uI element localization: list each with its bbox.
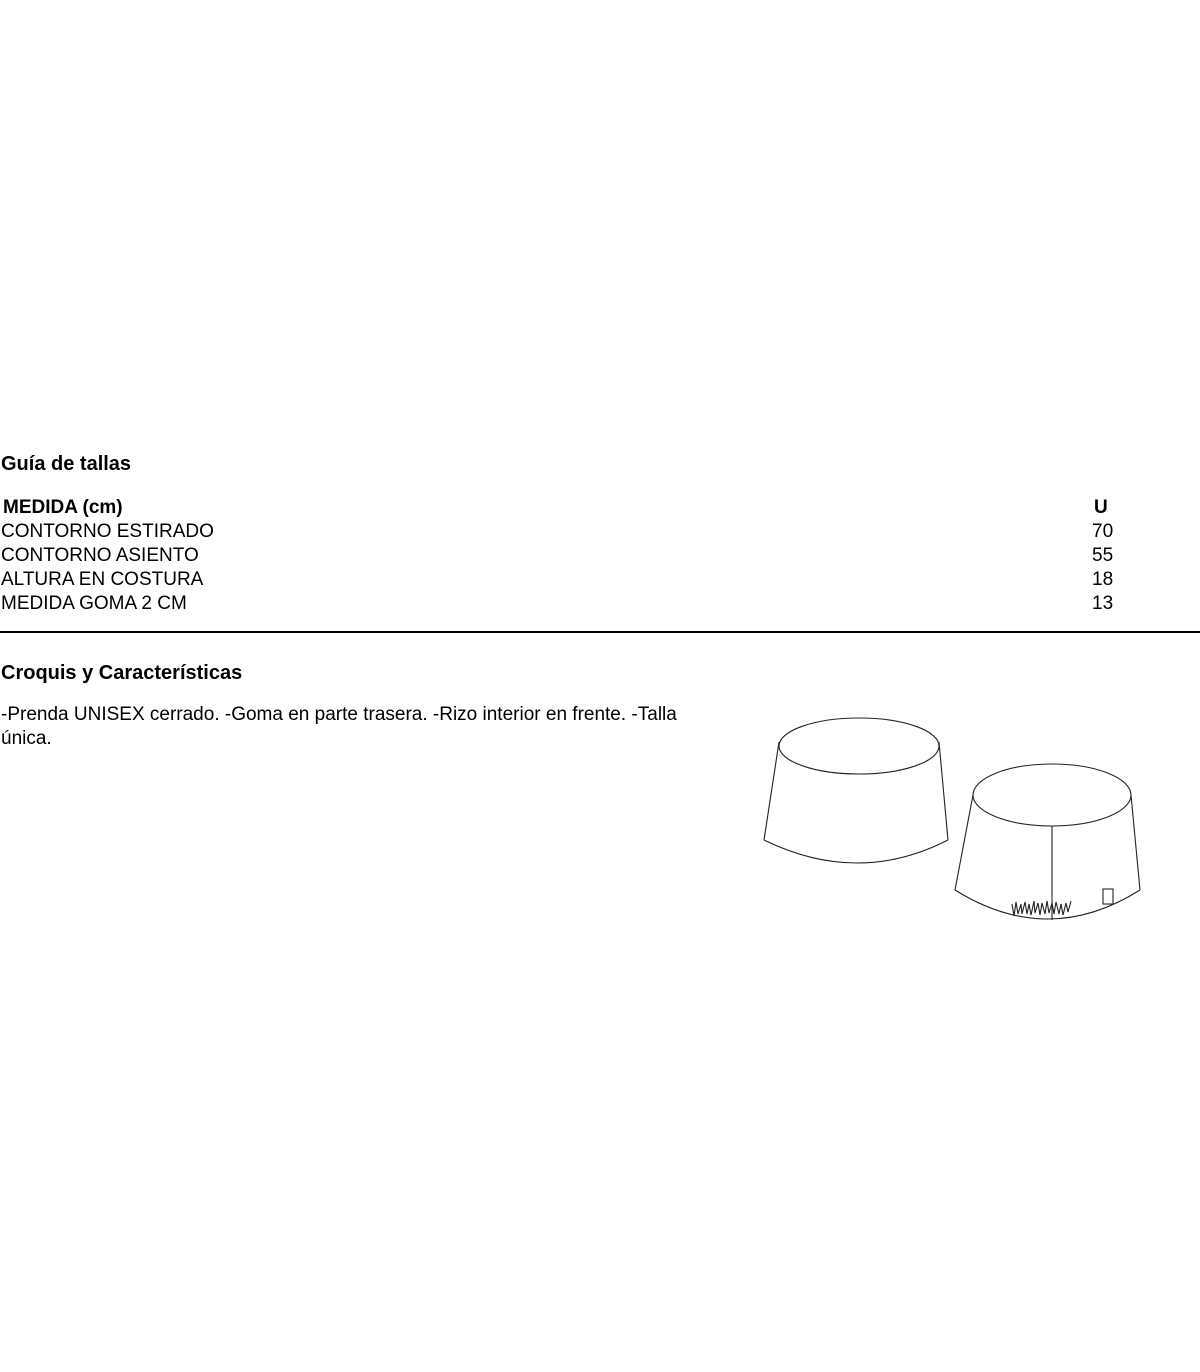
table-row <box>0 592 1200 616</box>
size-guide-title: Guía de tallas <box>1 453 132 475</box>
table-row <box>0 544 1200 568</box>
row-measure-name: ALTURA EN COSTURA <box>1 569 204 590</box>
product-description: -Prenda UNISEX cerrado. -Goma en parte trasera. -Rizo interior en frente. -Talla única. <box>1 704 677 749</box>
garment-sketch-illustration <box>758 712 1148 932</box>
table-row <box>0 568 1200 592</box>
header-measure: MEDIDA (cm) <box>3 497 123 518</box>
section-divider <box>0 631 1200 633</box>
row-measure-value: 70 <box>1092 521 1114 542</box>
row-measure-value: 13 <box>1092 593 1114 614</box>
table-header-row <box>0 496 1200 520</box>
row-measure-value: 18 <box>1092 569 1114 590</box>
row-measure-name: MEDIDA GOMA 2 CM <box>1 593 187 614</box>
sketch-section-title: Croquis y Características <box>1 662 243 684</box>
row-measure-name: CONTORNO ESTIRADO <box>1 521 214 542</box>
header-size: U <box>1094 497 1108 518</box>
table-row <box>0 520 1200 544</box>
front-view-sketch <box>764 718 948 863</box>
back-view-sketch <box>955 764 1140 920</box>
size-table <box>0 496 1200 616</box>
row-measure-name: CONTORNO ASIENTO <box>1 545 199 566</box>
row-measure-value: 55 <box>1092 545 1114 566</box>
